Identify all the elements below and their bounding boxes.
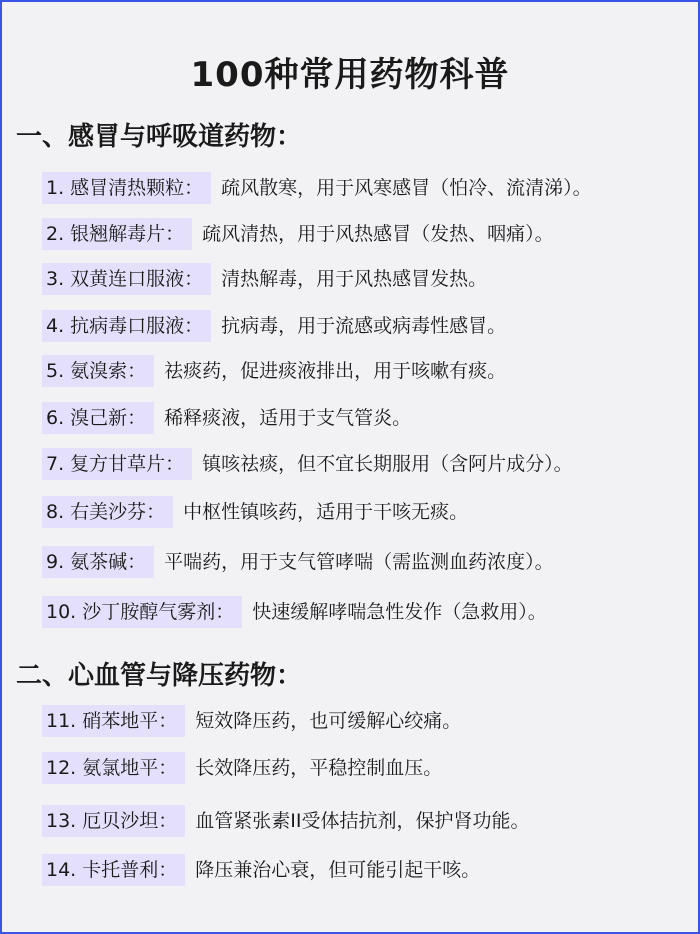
list-item bbox=[42, 355, 506, 387]
section-heading-respiratory: 一、感冒与呼吸道药物： bbox=[16, 122, 303, 152]
item-label: 12. 氨氯地平： bbox=[42, 752, 185, 784]
item-label: 3. 双黄连口服液： bbox=[42, 263, 211, 295]
list-item bbox=[42, 402, 411, 434]
item-desc: 疏风清热，用于风热感冒（发热、咽痛）。 bbox=[202, 223, 554, 245]
page-title: 100种常用药物科普 bbox=[190, 55, 510, 95]
list-item bbox=[42, 596, 547, 628]
list-item bbox=[42, 705, 461, 737]
item-label: 5. 氨溴索： bbox=[42, 355, 154, 387]
item-desc: 短效降压药，也可缓解心绞痛。 bbox=[195, 710, 462, 732]
item-desc: 长效降压药，平稳控制血压。 bbox=[195, 757, 443, 779]
list-item bbox=[42, 752, 442, 784]
item-label: 9. 氨茶碱： bbox=[42, 546, 154, 578]
item-desc: 中枢性镇咳药，适用于干咳无痰。 bbox=[183, 501, 469, 523]
item-label: 13. 厄贝沙坦： bbox=[42, 805, 185, 837]
list-item bbox=[42, 854, 480, 886]
list-item bbox=[42, 448, 573, 480]
item-label: 7. 复方甘草片： bbox=[42, 448, 192, 480]
item-desc: 祛痰药，促进痰液排出，用于咳嗽有痰。 bbox=[164, 360, 507, 382]
item-desc: 疏风散寒，用于风寒感冒（怕冷、流清涕）。 bbox=[221, 177, 592, 199]
item-desc: 血管紧张素II受体拮抗剂，保护肾功能。 bbox=[195, 810, 530, 832]
item-label: 6. 溴己新： bbox=[42, 402, 154, 434]
list-item bbox=[42, 546, 554, 578]
item-label: 2. 银翘解毒片： bbox=[42, 218, 192, 250]
list-item bbox=[42, 172, 592, 204]
list-item bbox=[42, 805, 529, 837]
item-label: 4. 抗病毒口服液： bbox=[42, 310, 211, 342]
item-desc: 平喘药，用于支气管哮喘（需监测血药浓度）。 bbox=[164, 551, 554, 573]
item-label: 11. 硝苯地平： bbox=[42, 705, 185, 737]
item-label: 1. 感冒清热颗粒： bbox=[42, 172, 211, 204]
item-desc: 快速缓解哮喘急性发作（急救用）。 bbox=[252, 601, 547, 623]
item-label: 8. 右美沙芬： bbox=[42, 496, 173, 528]
item-desc: 镇咳祛痰，但不宜长期服用（含阿片成分）。 bbox=[202, 453, 573, 475]
section-heading-cardiovascular: 二、心血管与降压药物： bbox=[16, 661, 303, 691]
item-label: 10. 沙丁胺醇气雾剂： bbox=[42, 596, 242, 628]
list-item bbox=[42, 263, 487, 295]
item-desc: 稀释痰液，适用于支气管炎。 bbox=[164, 407, 412, 429]
item-desc: 抗病毒，用于流感或病毒性感冒。 bbox=[221, 315, 507, 337]
item-desc: 降压兼治心衰，但可能引起干咳。 bbox=[195, 859, 481, 881]
list-item bbox=[42, 496, 468, 528]
list-item bbox=[42, 218, 554, 250]
list-item bbox=[42, 310, 506, 342]
item-label: 14. 卡托普利： bbox=[42, 854, 185, 886]
item-desc: 清热解毒，用于风热感冒发热。 bbox=[221, 268, 488, 290]
